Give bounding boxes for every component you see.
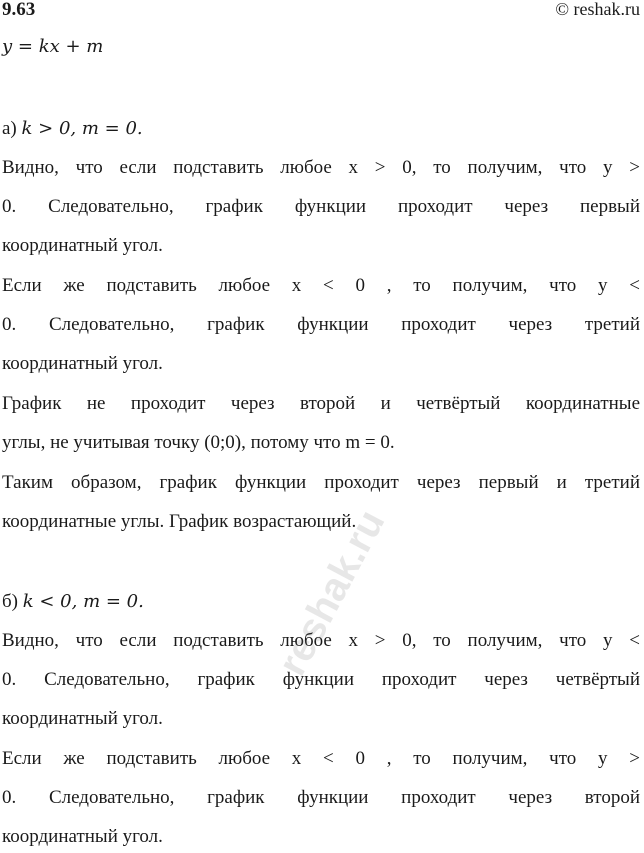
part-a-heading [2, 118, 640, 140]
part-b-p1-line3: координатный угол. [2, 708, 163, 729]
part-a-p4-line2: координатные углы. График возрастающий. [2, 511, 357, 532]
part-a-label: а) [2, 118, 17, 139]
part-a-p1-line1: Видно, что если подставить любое x > 0, то получим, что y > [2, 157, 640, 178]
part-a-p2-line2: 0. Следовательно, график функции проходит через третий [2, 314, 640, 335]
part-b-p1-line1: Видно, что если подставить любое x > 0, то получим, что y < [2, 630, 640, 651]
part-a-p3-line1: График не проходит через второй и четвёртый координатные [2, 393, 640, 414]
part-a-p2-line3: координатный угол. [2, 353, 163, 374]
part-a-p2-line1: Если же подставить любое x < 0 , то получим, что y < [2, 275, 640, 296]
watermark: reshak.ru [270, 502, 394, 683]
part-b-label: б) [2, 591, 18, 612]
part-b-heading [2, 591, 640, 613]
problem-number: 9.63 [2, 0, 36, 20]
part-b-condition: k < 0, m = 0. [22, 591, 144, 612]
part-a-p1-line3: координатный угол. [2, 235, 163, 256]
main-formula: y = kx + m [2, 36, 104, 57]
part-a-p3-line2: углы, не учитывая точку (0;0), потому что m = 0. [2, 432, 395, 453]
part-b-p2-line2: 0. Следовательно, график функции проходит через второй [2, 787, 640, 808]
part-a-p4-line1: Таким образом, график функции проходит через первый и третий [2, 472, 640, 493]
part-b-p2-line1: Если же подставить любое x < 0 , то получим, что y > [2, 748, 640, 769]
part-b-p1-line2: 0. Следовательно, график функции проходит через четвёртый [2, 669, 640, 690]
part-a-p1-line2: 0. Следовательно, график функции проходит через первый [2, 196, 640, 217]
part-a-condition: k > 0, m = 0. [21, 118, 143, 139]
part-b-p2-line3: координатный угол. [2, 826, 163, 847]
site-credit: © reshak.ru [555, 0, 640, 19]
header [0, 0, 644, 22]
